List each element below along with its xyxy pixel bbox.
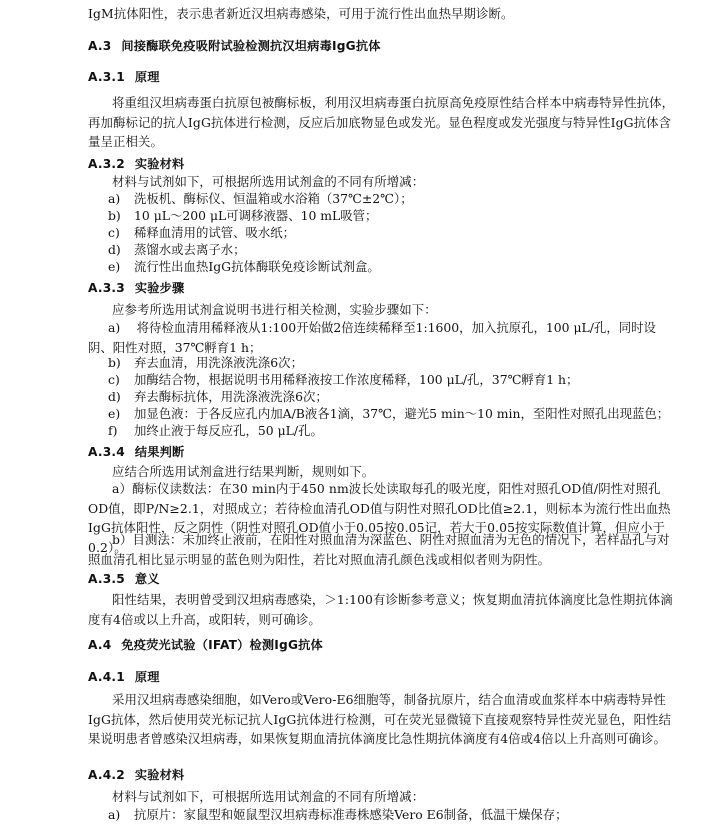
subsection-title: 原理 — [134, 70, 160, 84]
subsection-number: A.4.2 — [88, 768, 125, 782]
paragraph-a3-4-intro: 应结合所选用试剂盒进行结果判断，规则如下。 — [112, 464, 375, 479]
subsection-title: 意义 — [134, 572, 160, 586]
section-number: A.3 — [88, 39, 112, 53]
subsection-heading-a3-5 — [88, 570, 160, 590]
paragraph-a3-3-intro: 应参考所选用试剂盒说明书进行相关检测，实验步骤如下： — [112, 302, 437, 317]
subsection-heading-a3-1 — [88, 68, 160, 88]
list-item: a) 洗板机、酶标仪、恒温箱或水浴箱（37℃±2℃）； — [108, 191, 413, 206]
subsection-heading-a3-3 — [88, 279, 184, 299]
section-heading-a4 — [88, 636, 323, 656]
paragraph-a4-1: 采用汉坦病毒感染细胞，如Vero或Vero-E6细胞等，制备抗原片，结合血清或血浆样本中病毒特异性IgG抗体，然后使用荧光标记抗人IgG抗体进行检测，可在荧光显微镜下直接观察特异性荧光显色，阳性结果说明患者曾感染汉坦病毒，如果恢复期血清抗体滴度比急性期抗体滴度有4倍或4倍以上升高则可确诊。 — [88, 692, 672, 747]
list-item: f) 加终止液于每反应孔，50 μL/孔。 — [108, 423, 323, 438]
section-number: A.4 — [88, 638, 112, 652]
intro-line: IgM抗体阳性，表示患者新近汉坦病毒感染，可用于流行性出血热早期诊断。 — [88, 6, 514, 21]
list-item: e) 加显色液：于各反应孔内加A/B液各1滴，37℃，避光5 min～10 min，至阳性对照孔出现蓝色； — [108, 406, 670, 421]
paragraph-a3-4-b: b）目测法：未加终止液前，在阳性对照血清为深蓝色、阴性对照血清为无色的情况下，若样品孔与对照血清孔相比显示明显的蓝色则为阳性，若比对照血清孔颜色浅或相似者则为阴性。 — [88, 532, 670, 567]
paragraph-a3-5: 阳性结果，表明曾受到汉坦病毒感染，＞1:100有诊断参考意义；恢复期血清抗体滴度比急性期抗体滴度有4倍或以上升高，或阳转，则可确诊。 — [88, 592, 673, 627]
paragraph-a3-2-intro: 材料与试剂如下，可根据所选用试剂盒的不同有所增减： — [112, 174, 425, 189]
list-item: c) 稀释血清用的试管、吸水纸； — [108, 225, 296, 240]
subsection-number: A.3.5 — [88, 572, 125, 586]
list-item: b) 弃去血清，用洗涤液洗涤6次； — [108, 355, 303, 370]
section-title: 间接酶联免疫吸附试验检测抗汉坦病毒IgG抗体 — [121, 39, 381, 53]
subsection-number: A.3.1 — [88, 70, 125, 84]
list-item: c) 加酶结合物，根据说明书用稀释液按工作浓度稀释，100 μL/孔，37℃孵育1 h； — [108, 372, 579, 387]
subsection-number: A.3.3 — [88, 281, 125, 295]
list-item: e) 流行性出血热IgG抗体酶联免疫诊断试剂盒。 — [108, 259, 380, 274]
paragraph-a3-4-a: a）酶标仪读数法：在30 min内于450 nm波长处读取每孔的吸光度，阳性对照孔OD值/阴性对照孔OD值，即P/N≥2.1，对照成立；若待检血清孔OD值与阴性对照孔OD比值≥2.1，则标本为流行性出血热IgG抗体阳性，反之阴性（阴性对照孔OD值小于0.05按0.05记，若大于0.05按实际数值计算，但应小于0.2）。 — [88, 481, 671, 555]
subsection-heading-a3-4 — [88, 443, 184, 463]
section-title: 免疫荧光试验（IFAT）检测IgG抗体 — [121, 638, 323, 652]
subsection-heading-a4-1 — [88, 668, 160, 688]
list-item: b) 10 μL～200 μL可调移液器、10 mL吸管； — [108, 208, 378, 223]
subsection-title: 原理 — [134, 670, 160, 684]
subsection-number: A.3.2 — [88, 157, 125, 171]
subsection-number: A.3.4 — [88, 445, 125, 459]
subsection-title: 结果判断 — [134, 445, 185, 459]
subsection-title: 实验材料 — [134, 157, 185, 171]
subsection-title: 实验步骤 — [134, 281, 185, 295]
list-item: d) 弃去酶标抗体，用洗涤液洗涤6次； — [108, 389, 328, 404]
list-item: a) 抗原片：家鼠型和姬鼠型汉坦病毒标准毒株感染Vero E6制备，低温干燥保存； — [108, 807, 568, 822]
section-heading-a3 — [88, 37, 381, 57]
subsection-heading-a4-2 — [88, 766, 184, 786]
paragraph-a3-1: 将重组汉坦病毒蛋白抗原包被酶标板，利用汉坦病毒蛋白抗原高免疫原性结合样本中病毒特异性抗体，再加酶标记的抗人IgG抗体进行检测，反应后加底物显色或发光。显色程度或发光强度与特异性IgG抗体含量呈正相关。 — [88, 95, 675, 150]
subsection-title: 实验材料 — [134, 768, 185, 782]
paragraph-a4-2-intro: 材料与试剂如下，可根据所选用试剂盒的不同有所增减： — [112, 789, 425, 804]
subsection-number: A.4.1 — [88, 670, 125, 684]
list-item: d) 蒸馏水或去离子水； — [108, 242, 246, 257]
list-item: a) 将待检血清用稀释液从1:100开始做2倍连续稀释至1:1600，加入抗原孔，100 μL/孔，同时设阴、阳性对照，37℃孵育1 h； — [88, 320, 656, 355]
